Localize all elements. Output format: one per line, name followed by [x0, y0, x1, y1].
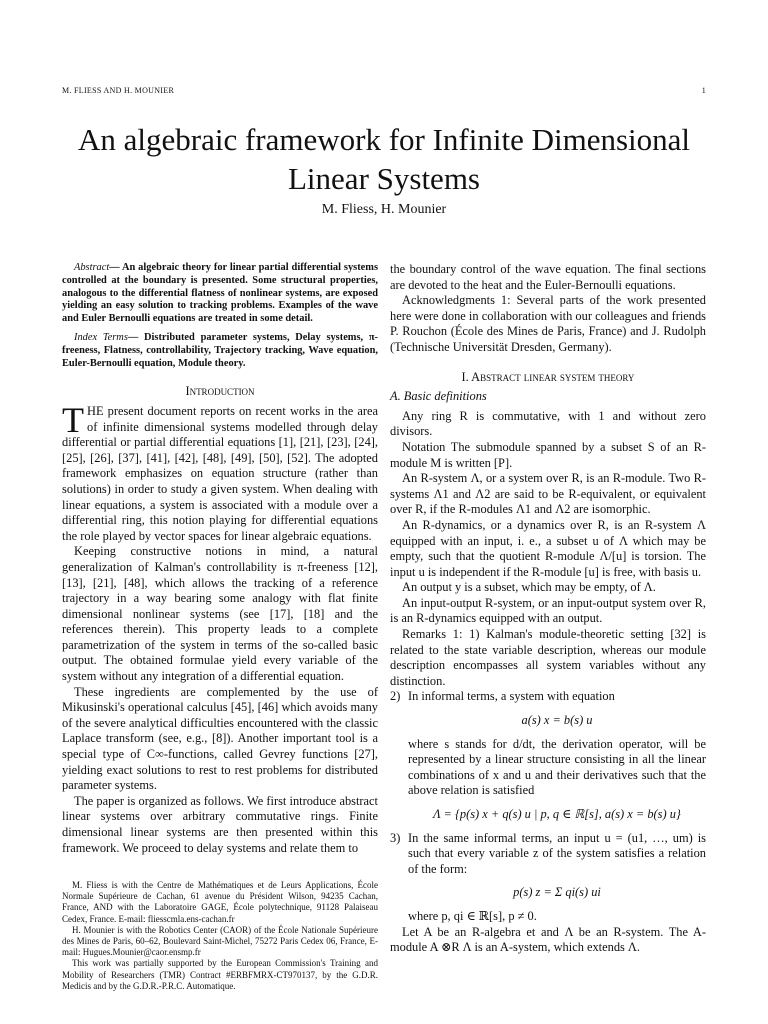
page-number: 1	[701, 86, 706, 95]
remark-3: 3) In the same informal terms, an input u = (u1, …, um) is such that every variable z of the system satisfies a relation of the form: p(s) z = Σ qi(s) ui where p, qi ∈ ℝ[s], p ≠ 0.	[390, 830, 706, 923]
footnote-2: H. Mounier is with the Robotics Center (CAOR) of the École Nationale Supérieure des Mines de Paris, 60–62, Boulevard Saint-Michel, 75272 Paris Cedex 06, France, E-mail: Hugues.Mounier@caor.ensmp.fr	[62, 924, 378, 958]
abstract	[62, 262, 378, 326]
intro-heading: Introduction	[185, 384, 255, 399]
right-column	[390, 262, 706, 956]
title-line-2: Linear Systems	[288, 161, 480, 196]
title-line-1: An algebraic framework for Infinite Dimensional	[77, 122, 691, 157]
intro-paragraph-3: These ingredients are complemented by the use of Mikusinski's operational calculus [45], [46] which avoids many of the severe analytical difficulties encountered with the classic Laplace transform (see, e.g., [8]). Another important tool is a special type of C∞-functions, called Gevrey functions [27], yielding exact solutions to rest to rest problems for distributed parameter systems.	[62, 684, 378, 793]
definition-ring: Any ring R is commutative, with 1 and without zero divisors.	[390, 408, 706, 439]
abstract-text: — An algebraic theory for linear partial differential systems controlled at the boundary is presented. Some structural properties, analogous to the differential flatness of nonlinear systems, are exposed yielding an easy solution to tracking problems. Examples of the wave and Euler Bernoulli equations are treated in some detail.	[62, 262, 378, 325]
remark-2: 2) In informal terms, a system with equation a(s) x = b(s) u where s stands for d/dt, the derivation operator, will be represented by a linear structure consisting in all the linear combinations of x and u and their derivatives such that the above relation is satisfied Λ = {p(s) x + q(s) u | p, q ∈ ℝ[s], a(s) x = b(s) u}	[390, 689, 706, 821]
intro-continuation: the boundary control of the wave equation. The final sections are devoted to the heat and the Euler-Bernoulli equations.	[390, 262, 706, 292]
definition-output: An output y is a subset, which may be empty, of Λ.	[402, 580, 656, 595]
intro-paragraph-4: The paper is organized as follows. We first introduce abstract linear systems over arbitrary commutative rings. Finite dimensional linear systems are then presented within this framework. We proceed to delay systems and relate them to	[62, 793, 378, 855]
index-terms-label: Index Terms	[74, 331, 128, 343]
footnote-1: M. Fliess is with the Centre de Mathématiques et de Leurs Applications, École Normale Supérieure de Cachan, 61 avenue du Président Wilson, 94235 Cachan, France, AND with the Laboratoire GAGE, École polytechnique, 91128 Palaiseau Cedex, France. E-mail: fliesscmla.ens-cachan.fr	[62, 880, 378, 924]
abstract-label: Abstract	[74, 262, 110, 273]
definition-dynamics: An R-dynamics, or a dynamics over R, is an R-system Λ equipped with an input, i. e., a subset u of Λ which may be empty, such that the quotient R-module Λ/[u] is torsion. The input u is independent if the R-module [u] is free, with basis u.	[390, 517, 706, 579]
notation: Notation The submodule spanned by a subset S of an R-module M is written [P].	[390, 439, 706, 470]
footnote-3: This work was partially supported by the European Commission's Training and Mobility of Researchers (TMR) Contract #ERBFMRX-CT970137, by the G.D.R. Medicis and by the G.D.R.-P.R.C. Automatique.	[62, 958, 378, 991]
paper-title	[40, 120, 728, 198]
equation-1: a(s) x = b(s) u	[521, 713, 593, 728]
footnotes	[62, 880, 378, 992]
section-heading: I. Abstract linear system theory	[461, 369, 635, 384]
remark-1: Remarks 1: 1) Kalman's module-theoretic setting [32] is related to the state variable description, whereas our module description encompasses all system variables without any distinction.	[390, 627, 706, 688]
extension-paragraph: Let A be an R-algebra et and Λ be an R-system. The A-module A ⊗R Λ is an A-system, which extends Λ.	[390, 924, 706, 955]
index-terms	[62, 332, 378, 370]
left-column	[62, 262, 378, 856]
intro-paragraph-2: Keeping constructive notions in mind, a natural generalization of Kalman's controllability is π-freeness [12], [13], [21], [48], which allows the tracking of a reference trajectory in a way bearing some analogy with flat finite dimensional nonlinear systems (see [17], [18] and the references therein). This property leads to a complete parametrization of the system in terms of the so-called basic output. The obtained formulae yield every variable of the system without any integration of a differential equation.	[62, 544, 378, 684]
subsection-heading: A. Basic definitions	[390, 389, 487, 404]
definition-io-system: An input-output R-system, or an input-output system over R, is an R-dynamics equipped with an output.	[390, 595, 706, 626]
drop-cap: T	[62, 399, 84, 440]
intro-paragraph-1: THE present document reports on recent works in the area of infinite dimensional systems modelled through delay differential or partial differential equations [1], [21], [23], [24], [25], [26], [37], [41], [42], [48], [49], [50], [52]. The adopted framework emphasizes on equation structure (rather than solutions) in order to study a given system. When dealing with linear equations, a system is associated with a module over a differential ring, this notion playing for differential equations the role played by vector spaces for linear algebraic equations.	[62, 399, 378, 543]
acknowledgments: Acknowledgments 1: Several parts of the work presented here were done in collaboration with our colleagues and friends P. Rouchon (École des Mines de Paris, France) and J. Rudolph (Technische Universität Dresden, Germany).	[390, 293, 706, 354]
equation-2: Λ = {p(s) x + q(s) u | p, q ∈ ℝ[s], a(s) x = b(s) u}	[433, 807, 681, 821]
running-header	[62, 86, 706, 95]
paper-authors: M. Fliess, H. Mounier	[321, 202, 447, 217]
index-terms-text: — Distributed parameter systems, Delay systems, π-freeness, Flatness, controllability, Trajectory tracking, Wave equation, Euler-Bernoulli equation, Module theory.	[62, 331, 379, 369]
header-authors: M. FLIESS AND H. MOUNIER	[62, 86, 175, 95]
definition-system: An R-system Λ, or a system over R, is an R-module. Two R-systems Λ1 and Λ2 are said to be R-equivalent, or equivalent over R, if the R-modules Λ1 and Λ2 are isomorphic.	[390, 471, 706, 517]
equation-3: p(s) z = Σ qi(s) ui	[513, 885, 601, 900]
